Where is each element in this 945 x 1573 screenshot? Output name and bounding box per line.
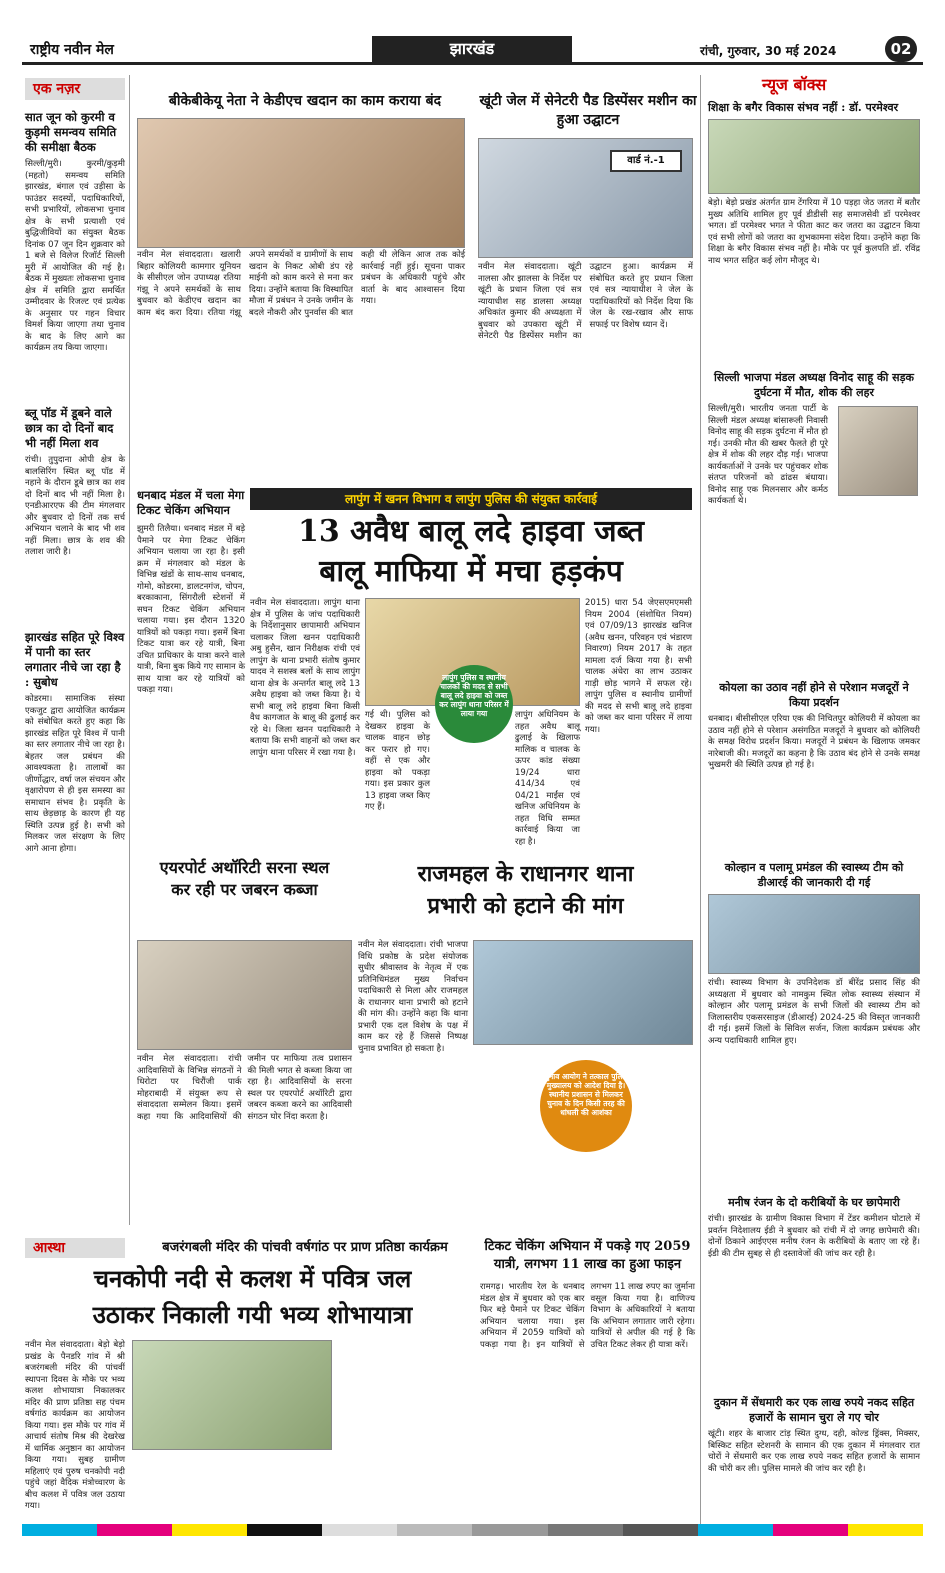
- jail-headline: खूंटी जेल में सेनेटरी पैड डिस्पेंसर मशीन का हुआ उद्घाटन: [479, 93, 697, 128]
- ticket-small-story: [137, 488, 245, 864]
- rajmahal-headline-1: राजमहल के राधानगर थाना: [417, 861, 634, 887]
- main-body-right: 2015) धारा 54 जेएसएमएमसी नियम 2004 (संशोधित नियम) एवं 07/09/13 झारखंड खनिज (अवैध खनन, परिवहन एवं भंडारण निवारण) नियम 2017 के तहत मामला दर्ज किया गया है। सभी चालक अंधेरा का लाभ उठाकर गाड़ी छोड़ भागने में सफल रहे। लापुंग पुलिस व स्थानीय ग्रामीणों की मदद से सभी बालू लदे हाइवा को जब्त कर थाना परिसर में लाया गया।: [585, 598, 692, 735]
- left-item-3: [25, 630, 125, 1214]
- main-headline-2: बालू माफिया में मचा हड़कंप: [319, 554, 623, 589]
- newsbox-headline: दुकान में सेंधमारी कर एक लाख रुपये नकद सहित हजारों के सामान चुरा ले गए चोर: [713, 1396, 915, 1424]
- aastha-headline-2: उठाकर निकाली गयी भव्य शोभायात्रा: [92, 1300, 413, 1329]
- jail-body: नवीन मेल संवाददाता। खूंटी नालसा और झालसा के निर्देश पर खूंटी के प्रधान जिला एवं सत्र न्यायाधीश सह डालसा अध्यक्ष अचिकांत कुमार की अध्यक्षता में बुधवार को उपकारा खूंटी में सेनेटरी पैड डिस्पेंसर मशीन का उद्घाटन हुआ। कार्यक्रम में संबोधित करते हुए प्रधान जिला एवं सत्र न्यायाधीश ने जेल के पदाधिकारियों को निर्देश दिया कि जेल के रख-रखाव और साफ सफाई पर विशेष ध्यान दें।: [478, 262, 693, 341]
- rajmahal-photo: [473, 940, 693, 1045]
- newsbox-body: रांची। झारखंड के ग्रामीण विकास विभाग में टेंडर कमीशन घोटाले में प्रवर्तन निदेशालय ईडी ने बुधवार को रांची में दो जगह छापेमारी की। दोनों ठिकाने आईएएस मनीष रंजन के करीबियों के बताए जा रहे हैं। ईडी की टीम सुबह से ही दस्तावेजों की जांच कर रही है।: [708, 1214, 920, 1259]
- main-body-mid: गई थी। पुलिस को देखकर हाइवा के चालक वाहन छोड़ कर फरार हो गए। वहीं से एक और हाइवा को पकड़ा गया। इस प्रकार कुल 13 हाइवा जब्त किए गए हैं।: [365, 710, 430, 812]
- left-item-headline: ब्लू पॉड में डूबने वाले छात्र का दो दिनों बाद भी नहीं मिला शव: [25, 406, 114, 450]
- aastha-body: नवीन मेल संवाददाता। बेड़ो बेड़ो प्रखंड के पैनडरि गांव में श्री बजरंगबली मंदिर की पांचवीं स्थापना दिवस के मौके पर भव्य कलश शोभायात्रा निकालकर मंदिर की प्राण प्रतिष्ठा सह पंचम वर्षगांठ कार्यक्रम का आयोजन किया गया। इस मौके पर गांव में आचार्य संतोष मिश्र की देखरेख में धार्मिक अनुष्ठान का आयोजन किया गया। सुबह ग्रामीण महिलाएं एवं पुरुष चनकोपी नदी पहुंचे जहां वैदिक मंत्रोच्चारण के बीच कलश में पवित्र जल उठाया गया।: [25, 1340, 125, 1511]
- newsbox-body: रांची। स्वास्थ्य विभाग के उपनिदेशक डॉ बीरेंद्र प्रसाद सिंह की अध्यक्षता में बुधवार को नामकुम स्थित लोक स्वास्थ्य संस्थान में कोल्हान और पलामू प्रमंडल के सभी जिलों की स्वास्थ्य टीम को जिलास्तरीय एकसरसाइज (डीआरई) 2024-25 की विस्तृत जानकारी दी गई। इसमें जिलों के सिविल सर्जन, जिला कार्यक्रम प्रबंधक और अन्य पदाधिकारी शामिल हुए।: [708, 978, 920, 1046]
- khadan-body: नवीन मेल संवाददाता। खलारी बिहार कोलियरी कामगार यूनियन के सीसीएल जोन उपाध्यक्ष रतिया गंझू ने अपने समर्थकों के साथ बुधवार को केडीएच खदान का काम बंद करा दिया। रतिया गंझू अपने समर्थकों व ग्रामीणों के साथ खदान के निकट ओबी डंप रहे माईनी को काम करने से मना कर दिया। उन्होंने बताया कि विस्थापित मौजा में प्रबंधन ने उनके जमीन के बदले नौकरी और पुनर्वास की बात कही थी लेकिन आज तक कोई कार्रवाई नहीं हुई। सूचना पाकर प्रबंधन के अधिकारी पहुंचे और वार्ता के बाद आश्वासन दिया गया।: [137, 250, 465, 318]
- section-tab[interactable]: झारखंड: [372, 36, 572, 62]
- column-divider: [129, 75, 130, 1225]
- rajmahal-body: नवीन मेल संवाददाता। रांची भाजपा विधि प्रकोष्ठ के प्रदेश संयोजक सुधीर श्रीवास्तव के नेतृत्व में एक प्रतिनिधिमंडल मुख्य निर्वाचन पदाधिकारी से मिला और राजमहल के राधानगर थाना प्रभारी को हटाने की मांग की। उन्होंने कहा कि थाना प्रभारी एक दल विशेष के पक्ष में काम कर रहे हैं जिससे निष्पक्ष चुनाव प्रभावित हो सकता है।: [358, 940, 468, 1054]
- ticket-small-headline: धनबाद मंडल में चला मेगा टिकट चेकिंग अभियान: [137, 488, 245, 517]
- airport-headline-2: कर रही पर जबरन कब्जा: [171, 880, 318, 899]
- page-number: 02: [885, 36, 917, 62]
- newsbox-headline: मनीष रंजन के दो करीबियों के घर छापेमारी: [728, 1196, 900, 1209]
- newsbox-headline: कोल्हान व पलामू प्रमंडल की स्वास्थ्य टीम को डीआरई की जानकारी दी गई: [724, 861, 904, 889]
- main-body-left: नवीन मेल संवाददाता। लापुंग थाना क्षेत्र में पुलिस के जांच पदाधिकारी के निर्देशानुसार छापामारी अभियान चलाकर जिला खनन पदाधिकारी अबु हुसैन, खान निरीक्षक रांची एवं लापुंग के थाना प्रभारी संतोष कुमार यादव ने सशस्त्र बलों के साथ लापुंग थाना क्षेत्र के अन्तर्गत बालू लदे 13 अवैध हाइवा को जब्त किया है। ये सभी बालू लदे हाइवा बिना किसी वैध कागजात के बालू की ढुलाई कर रहे थे। जिला खनन पदाधिकारी ने बताया कि सभी वाहनों को जब्त कर लापुंग थाना परिसर में रखा गया है।: [250, 598, 360, 758]
- column-divider: [700, 75, 701, 1525]
- news-box-label: न्यूज बॉक्स: [762, 75, 827, 94]
- left-item-2: [25, 406, 125, 605]
- airport-body: नवीन मेल संवाददाता। रांची आदिवासियों के विभिन्न संगठनों ने धिरोटा पर चिरौंजी पार्क मोहराबादी में संयुक्त रूप से संवाददाता सम्मेलन किया। इसमें कहा गया कि आदिवासियों की जमीन पर माफिया तत्व प्रशासन की मिली भगत से कब्जा किया जा रहा है। आदिवासियों के सरना स्थल पर एयरपोर्ट अथॉरिटी द्वारा जबरन कब्जा करने का आदिवासी संगठन घोर निंदा करता है।: [137, 1054, 352, 1122]
- rajmahal-pullquote: चुनाव आयोग ने तत्काल पुलिस मुख्यालय को आदेश दिया है। स्थानीय प्रशासन से मिलकर चुनाव के दिन किसी तरह की धांधली की आशंका: [540, 1060, 632, 1152]
- airport-photo: [137, 940, 352, 1050]
- newsbox-item-2: [708, 370, 920, 599]
- newsbox-headline: शिक्षा के बगैर विकास संभव नहीं : डॉ. परमेश्वर: [708, 101, 899, 114]
- newsbox-item-4: [708, 860, 920, 1073]
- main-pullquote: लापुंग पुलिस व स्थानीय चालकों की मदद से सभी बालू लदे हाइवा को जब्त कर लापुंग थाना परिसर में लाया गया: [435, 665, 513, 743]
- newsbox-headline: सिल्ली भाजपा मंडल अध्यक्ष विनोद साहू की सड़क दुर्घटना में मौत, शोक की लहर: [714, 371, 914, 399]
- newsbox-body: धनबाद। बीसीसीएल एरिया एक की निचितपुर कोलियरी में कोयला का उठाव नहीं होने से परेशान असंगठित मजदूरों ने बुधवार को कोलियरी के समक्ष विरोध प्रदर्शन किया। मजदूरों ने प्रबंधन के खिलाफ जमकर नारेबाजी की। मजदूरों का कहना है कि उठाव बंद होने से उनके समक्ष भुखमरी की स्थिति उत्पन्न हो गई है।: [708, 714, 920, 770]
- aastha-subhead: बजरंगबली मंदिर की पांचवी वर्षगांठ पर प्राण प्रतिष्ठा कार्यक्रम: [162, 1240, 448, 1255]
- newsbox-portrait: [838, 406, 918, 496]
- brand-name: राष्ट्रीय नवीन मेल: [30, 42, 114, 58]
- footer-color-bar: [22, 1524, 923, 1536]
- aastha-photo: [132, 1340, 332, 1450]
- ticket-small-body: झुमरी तिलैया। धनबाद मंडल में बड़े पैमाने पर मेगा टिकट चेकिंग अभियान चलाया जा रहा है। इसी क्रम में मंगलवार को मंडल के विभिन्न खंडों के साथ-साथ धनबाद, गोमो, कोडरमा, डालटनगंज, चोपन, बरकाकाना, सिंगरौली स्टेशनों में सघन टिकट चेकिंग अभियान चलाया गया। इस दौरान 1320 यात्रियों को पकड़ा गया। इसमें बिना टिकट यात्रा कर रहे यात्री, बिना उचित प्राधिकार के यात्रा करने वाले यात्री, बिना बुक किये गए सामान के साथ यात्रा कर रहे यात्रियों को पकड़ा गया।: [137, 524, 245, 695]
- newsbox-photo: [708, 894, 920, 974]
- newsbox-body: सिल्ली/मुरी। भारतीय जनता पार्टी के सिल्ली मंडल अध्यक्ष बांसारूली निवासी विनोद साहू की सड़क दुर्घटना में मौत हो गई। उनकी मौत की खबर फैलते ही पूरे क्षेत्र में शोक की लहर दौड़ गई। भाजपा कार्यकर्ताओं ने उनके घर पहुंचकर शोक संतप्त परिजनों को ढांढस बंधाया। विनोद साहू एक मिलनसार और कर्मठ कार्यकर्ता थे।: [708, 404, 828, 506]
- left-item-1: [25, 110, 125, 404]
- main-headline-1: 13 अवैध बालू लदे हाइवा जब्त: [297, 514, 645, 549]
- left-item-body: रांची। तुपुदाना ओपी क्षेत्र के बालसिरिंग स्थित ब्लू पॉड में नहाने के दौरान डूबे छात्र का शव दो दिनों बाद भी नहीं मिला है। एनडीआरएफ की टीम मंगलवार और बुधवार दो दिनों तक सर्च अभियान चलाने के बाद भी शव नहीं मिला। छात्र के शव की तलाश जारी है।: [25, 455, 125, 557]
- left-item-headline: सात जून को कुरमी व कुड़मी समन्वय समिति की समीक्षा बैठक: [25, 110, 117, 154]
- ticket-big-headline-1: टिकट चेकिंग अभियान में पकड़े गए 2059: [484, 1239, 691, 1254]
- newsbox-item-6: [708, 1395, 920, 1507]
- aastha-tag: आस्था: [25, 1238, 125, 1258]
- ticket-big-body: रामगढ़। भारतीय रेल के धनबाद मंडल क्षेत्र में बुधवार को एक बार फिर बड़े पैमाने पर टिकट चेकिंग अभियान चलाया गया। इस अभियान में 2059 यात्रियों को पकड़ा गया है। इन यात्रियों से लगभग 11 लाख रुपए का जुर्माना वसूल किया गया है। वाणिज्य विभाग के अधिकारियों ने बताया कि अभियान लगातार जारी रहेगा। यात्रियों से अपील की गई है कि उचित टिकट लेकर ही यात्रा करें।: [480, 1282, 695, 1350]
- newsbox-item-1: [708, 100, 920, 348]
- newsbox-item-3: [708, 680, 920, 849]
- ek-nazar-tag: एक नज़र: [25, 78, 125, 100]
- airport-headline-1: एयरपोर्ट अथॉरिटी सरना स्थल: [159, 858, 330, 877]
- newsbox-photo: [708, 119, 920, 194]
- main-body-mid2: लापुंग अधिनियम के तहत अवैध बालू ढुलाई के खिलाफ मालिक व चालक के ऊपर कांड संख्या 19/24 धारा 414/34 एवं 04/21 माईंस एवं खनिज अधिनियम के तहत विधि सम्मत कार्रवाई किया जा रहा है।: [515, 710, 580, 847]
- ward-sign: वार्ड नं.-1: [610, 150, 682, 172]
- newsbox-body: खूंटी। शहर के बाजार टांड़ स्थित दुग्ध, दही, कोल्ड ड्रिंक्स, मिक्सर, बिस्किट सहित स्टेशनरी के सामान की एक दुकान में मंगलवार रात चोरों ने सेंधमारी कर एक लाख रुपये नकद सहित हजारों के सामान की चोरी कर ली। पुलिस मामले की जांच कर रही है।: [708, 1429, 920, 1474]
- newsbox-body: बेड़ो। बेड़ो प्रखंड अंतर्गत ग्राम टेंगरिया में 10 पड़हा जेठ जतरा में बतौर मुख्य अतिथि शामिल हुए पूर्व डीडीसी सह समाजसेवी डॉ परमेश्वर भगत। डॉ परमेश्वर भगत ने फीता काट कर जतरा का उद्घाटन किया एवं सभी लोगों को जतरा का शुभकामना संदेश दिया। उन्होंने कहा कि शिक्षा के बगैर विकास संभव नहीं है। मौके पर पूर्व कुलपति डॉ. रविंद्र नाथ भगत सहित कई लोग मौजूद थे।: [708, 198, 920, 266]
- main-banner: लापुंग में खनन विभाग व लापुंग पुलिस की संयुक्त कार्रवाई: [250, 488, 692, 510]
- khadan-photo: [137, 118, 465, 248]
- newsbox-headline: कोयला का उठाव नहीं होने से परेशान मजदूरों ने किया प्रदर्शन: [719, 681, 909, 709]
- left-item-headline: झारखंड सहित पूरे विश्व में पानी का स्तर लगातार नीचे जा रहा है : सुबोध: [25, 630, 125, 689]
- rajmahal-headline-2: प्रभारी को हटाने की मांग: [427, 893, 624, 919]
- ticket-big-headline-2: यात्री, लगभग 11 लाख का हुआ फाइन: [493, 1257, 682, 1272]
- left-item-body: सिल्ली/मुरी। कुरमी/कुड़मी (महतो) समन्वय समिति झारखंड, बंगाल एवं उड़ीसा के फाउंडर सदस्यों, पदाधिकारियों, सभी प्रभारियों, लोकसभा चुनाव क्षेत्र के सभी प्रत्याशी एवं बुद्धिजीवियों का संयुक्त बैठक दिनांक 07 जून दिन शुक्रवार को 1 बजे से विलेज रिजॉर्ट सिल्ली मुरी में आयोजित की गई है। बैठक में मुख्यतः लोकसभा चुनाव क्षेत्र में समिति द्वारा समर्थित उम्मीदवार के रिजल्ट एवं प्रत्येक के अनुसार पर गहन विचार विमर्श किया जाएगा तथा चुनाव के बाद के लिए आगे का कार्यक्रम तय किया जाएगा।: [25, 159, 125, 353]
- dateline: रांची, गुरुवार, 30 मई 2024: [700, 44, 837, 58]
- khadan-headline: बीकेबीकेयू नेता ने केडीएच खदान का काम कराया बंद: [168, 93, 442, 109]
- newsbox-item-5: [708, 1195, 920, 1354]
- left-item-body: कोडरमा। सामाजिक संस्था एकजुट द्वारा आयोजित कार्यक्रम को संबोधित करते हुए कहा कि झारखंड सहित पूरे विश्व में पानी का स्तर लगातार नीचे जा रहा है। बेहतर जल प्रबंधन की आवश्यकता है। तालाबों का जीर्णोद्धार, वर्षा जल संचयन और वृक्षारोपण से ही इस समस्या का समाधान संभव है। प्रकृति के साथ छेड़छाड़ के कारण ही यह स्थिति उत्पन्न हुई है। सभी को मिलकर जल संरक्षण के लिए आगे आना होगा।: [25, 694, 125, 854]
- aastha-headline-1: चनकोपी नदी से कलश में पवित्र जल: [93, 1264, 412, 1293]
